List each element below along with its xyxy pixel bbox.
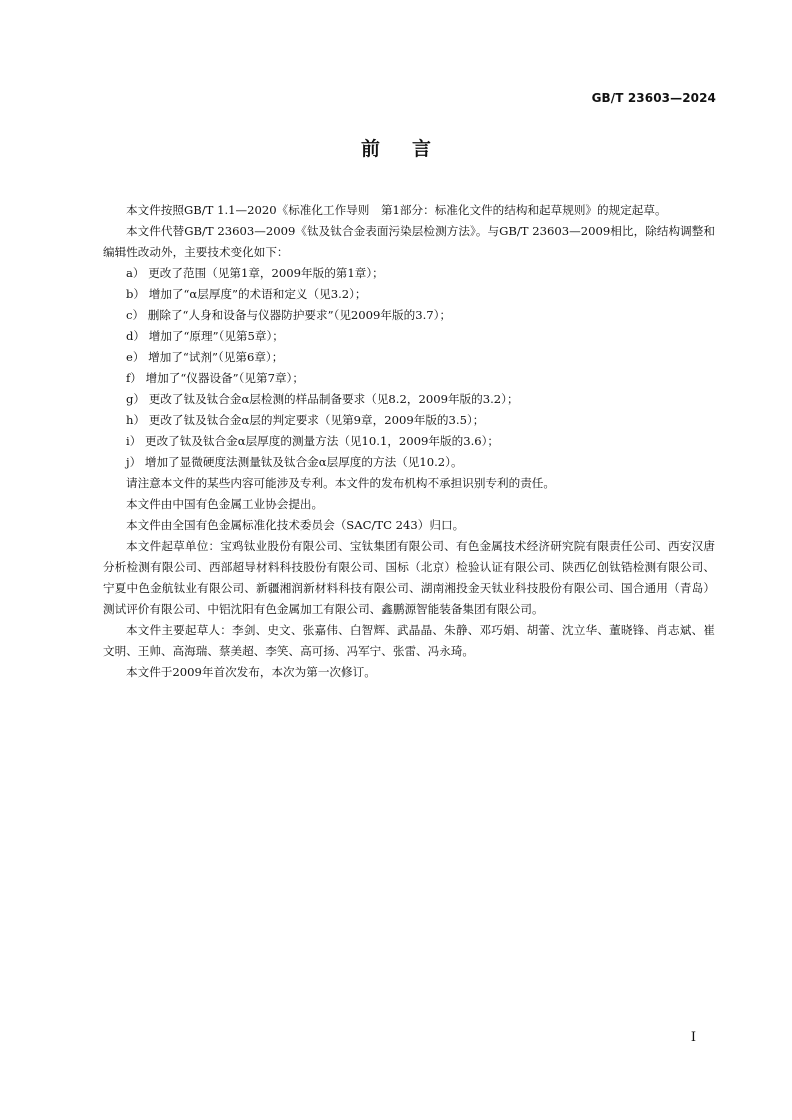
paragraph-committee: 本文件由全国有色金属标准化技术委员会（SAC/TC 243）归口。 (126, 518, 465, 532)
paragraph-drafters: 本文件主要起草人：李剑、史文、张嘉伟、白智辉、武晶晶、朱静、邓巧娟、胡蕾、沈立华、董晓锋、肖志斌、崔文明、王帅、高海瑞、蔡美超、李笑、高可扬、冯军宁、张雷、冯永琦。 (103, 623, 715, 658)
paragraph-patent-notice: 请注意本文件的某些内容可能涉及专利。本文件的发布机构不承担识别专利的责任。 (126, 476, 555, 490)
change-item-a: a） 更改了范围（见第1章，2009年版的第1章）； (126, 266, 384, 280)
foreword-body (103, 200, 715, 683)
paragraph-drafting-rules: 本文件按照GB/T 1.1—2020《标准化工作导则 第1部分：标准化文件的结构和起草规则》的规定起草。 (126, 203, 667, 217)
standard-code-header: GB/T 23603—2024 (591, 91, 716, 105)
paragraph-replacement: 本文件代替GB/T 23603—2009《钛及钛合金表面污染层检测方法》。与GB/T 23603—2009相比，除结构调整和编辑性改动外，主要技术变化如下： (103, 224, 715, 259)
change-item-d: d） 增加了“原理”（见第5章）； (126, 329, 284, 343)
paragraph-proposer: 本文件由中国有色金属工业协会提出。 (126, 497, 324, 511)
change-item-b: b） 增加了“α层厚度”的术语和定义（见3.2）； (126, 287, 367, 301)
page-title: 前言 (360, 138, 463, 160)
change-item-h: h） 更改了钛及钛合金α层的判定要求（见第9章，2009年版的3.5）； (126, 413, 485, 427)
page-number: I (690, 1030, 696, 1045)
paragraph-publication-history: 本文件于2009年首次发布，本次为第一次修订。 (126, 665, 376, 679)
paragraph-drafting-units: 本文件起草单位：宝鸡钛业股份有限公司、宝钛集团有限公司、有色金属技术经济研究院有限责任公司、西安汉唐分析检测有限公司、西部超导材料科技股份有限公司、国标（北京）检验认证有限公司、陕西亿创钛锆检测有限公司、宁夏中色金航钛业有限公司、新疆湘润新材料科技有限公司、湖南湘投金天钛业科技股份有限公司、国合通用（青岛）测试评价有限公司、中铝沈阳有色金属加工有限公司、鑫鹏源智能装备集团有限公司。 (103, 539, 715, 616)
change-item-g: g） 更改了钛及钛合金α层检测的样品制备要求（见8.2，2009年版的3.2）； (126, 392, 519, 406)
change-item-c: c） 删除了“人身和设备与仪器防护要求”（见2009年版的3.7）； (126, 308, 452, 322)
change-item-i: i） 更改了钛及钛合金α层厚度的测量方法（见10.1，2009年版的3.6）； (126, 434, 500, 448)
change-item-j: j） 增加了显微硬度法测量钛及钛合金α层厚度的方法（见10.2）。 (126, 455, 463, 469)
change-item-e: e） 增加了“试剂”（见第6章）； (126, 350, 284, 364)
change-item-f: f） 增加了“仪器设备”（见第7章）； (126, 371, 304, 385)
